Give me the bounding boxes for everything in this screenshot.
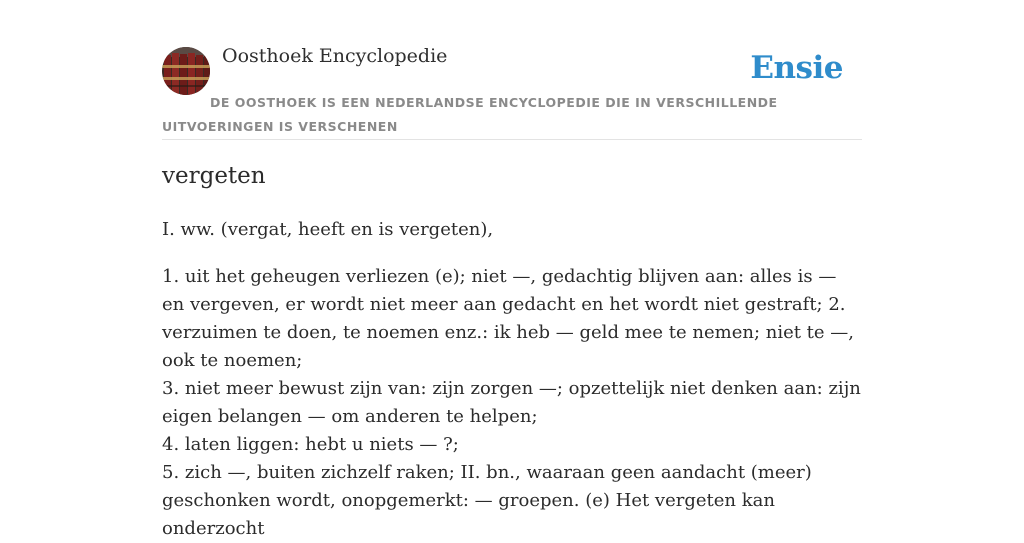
source-description: DE OOSTHOEK IS EEN NEDERLANDSE ENCYCLOPEDIE DIE IN VERSCHILLENDE UITVOERINGEN IS VERSCHENEN (162, 95, 778, 134)
definition-line: 3. niet meer bewust zijn van: zijn zorgen —; opzettelijk niet denken aan: zijn eigen belangen — om anderen te helpen; (162, 378, 861, 427)
entry-intro: I. ww. (vergat, heeft en is vergeten), (162, 219, 494, 240)
source-name[interactable]: Oosthoek Encyclopedie (222, 45, 448, 67)
page-title: vergeten (162, 163, 266, 189)
source-avatar[interactable] (162, 47, 210, 95)
definition-line: 5. zich —, buiten zichzelf raken; II. bn., waaraan geen aandacht (meer) geschonken wordt, onopgemerkt: — groepen. (e) Het vergeten kan onderzocht (162, 462, 812, 539)
brand-logo[interactable]: Ensie (750, 50, 843, 86)
definition-line: 4. laten liggen: hebt u niets — ?; (162, 434, 459, 455)
header-divider (162, 139, 862, 140)
definition-line: 1. uit het geheugen verliezen (e); niet —, gedachtig blijven aan: alles is — en vergeven, er wordt niet meer aan gedacht en het wordt niet gestraft; 2. verzuimen te doen, te noemen enz.: ik heb — geld mee te nemen; niet te —, ook te noemen; (162, 266, 855, 371)
book-spines-icon (162, 47, 210, 95)
entry-body (162, 216, 862, 543)
